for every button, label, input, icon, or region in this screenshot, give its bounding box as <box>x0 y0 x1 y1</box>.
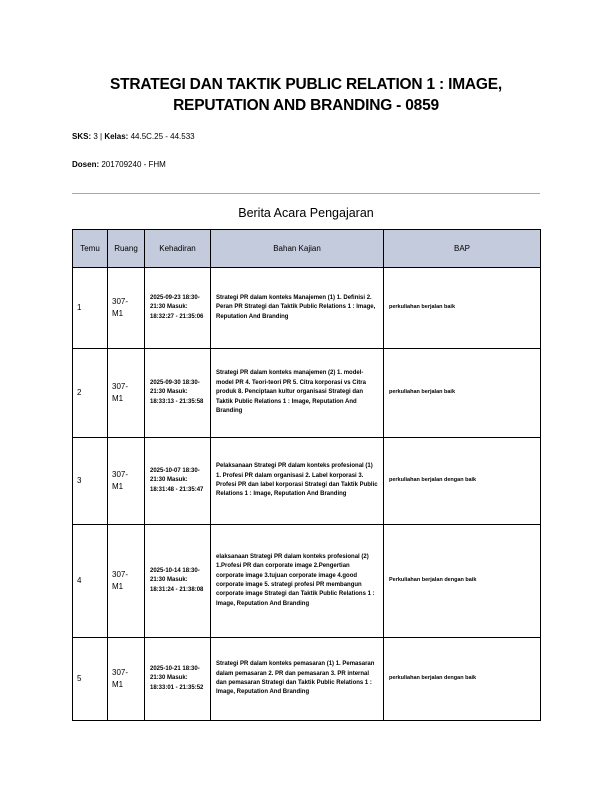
sks-label: SKS: <box>72 132 92 141</box>
header-bahan-kajian: Bahan Kajian <box>211 230 384 268</box>
lecturer-info-line <box>72 160 166 169</box>
cell-kehadiran: 2025-10-07 18:30-21:30 Masuk: 18:31:48 - 21:35:47 <box>145 438 211 525</box>
header-kehadiran: Kehadiran <box>145 230 211 268</box>
cell-bap: perkuliahan berjalan dengan baik <box>384 638 541 721</box>
cell-ruang: 307-M1 <box>108 638 145 721</box>
section-title: Berita Acara Pengajaran <box>238 206 374 220</box>
header-ruang: Ruang <box>108 230 145 268</box>
dosen-value: 201709240 - FHM <box>99 160 166 169</box>
cell-ruang: 307-M1 <box>108 438 145 525</box>
table-row <box>73 638 541 721</box>
cell-ruang: 307-M1 <box>108 525 145 638</box>
table-header-row <box>73 230 541 268</box>
cell-kehadiran: 2025-10-14 18:30-21:30 Masuk: 18:31:24 - 21:38:08 <box>145 525 211 638</box>
header-temu: Temu <box>73 230 108 268</box>
table-row <box>73 438 541 525</box>
cell-ruang: 307-M1 <box>108 349 145 438</box>
cell-bap: perkuliahan berjalan baik <box>384 268 541 349</box>
cell-bahan-kajian: Strategi PR dalam konteks Manajemen (1) 1. Definisi 2. Peran PR Strategi dan Taktik Public Relations 1 : Image, Reputation And Branding <box>211 268 384 349</box>
table-row <box>73 525 541 638</box>
cell-bap: Perkuliahan berjalan dengan baik <box>384 525 541 638</box>
cell-ruang: 307-M1 <box>108 268 145 349</box>
cell-kehadiran: 2025-09-30 18:30-21:30 Masuk: 18:33:13 - 21:35:58 <box>145 349 211 438</box>
divider <box>72 193 540 194</box>
kelas-label: Kelas: <box>104 132 129 141</box>
cell-temu: 4 <box>73 525 108 638</box>
kelas-value: 44.5C.25 - 44.533 <box>128 132 195 141</box>
cell-temu: 2 <box>73 349 108 438</box>
cell-kehadiran: 2025-10-21 18:30-21:30 Masuk: 18:33:01 - 21:35:52 <box>145 638 211 721</box>
table-row <box>73 349 541 438</box>
header-bap: BAP <box>384 230 541 268</box>
cell-temu: 1 <box>73 268 108 349</box>
cell-kehadiran: 2025-09-23 18:30-21:30 Masuk: 18:32:27 - 21:35:06 <box>145 268 211 349</box>
teaching-record-table <box>72 229 541 721</box>
document-title: STRATEGI DAN TAKTIK PUBLIC RELATION 1 : IMAGE, REPUTATION AND BRANDING - 0859 <box>109 76 503 114</box>
sks-value: 3 | <box>91 132 105 141</box>
cell-temu: 3 <box>73 438 108 525</box>
cell-bap: perkuliahan berjalan dengan baik <box>384 438 541 525</box>
course-info-line <box>72 132 195 141</box>
cell-bahan-kajian: elaksanaan Strategi PR dalam konteks profesional (2) 1.Profesi PR dan corporate image 2.Pengertian corporate image 3.tujuan corporate image 4.good corporate image 5. strategi profesi PR membangun corporate image Strategi dan Taktik Public Relations 1 : Image, Reputation And Branding <box>211 525 384 638</box>
cell-bap: perkuliahan berjalan baik <box>384 349 541 438</box>
table-row <box>73 268 541 349</box>
cell-bahan-kajian: Pelaksanaan Strategi PR dalam konteks profesional (1) 1. Profesi PR dalam organisasi 2. Label korporasi 3. Profesi PR dan label korporasi Strategi dan Taktik Public Relations 1 : Image, Reputation And Branding <box>211 438 384 525</box>
dosen-label: Dosen: <box>72 160 100 169</box>
cell-temu: 5 <box>73 638 108 721</box>
cell-bahan-kajian: Strategi PR dalam konteks manajemen (2) 1. model-model PR 4. Teori-teori PR 5. Citra korporasi vs Citra produk 8. Penciptaan kultur organisasi Strategi dan Taktik Public Relations 1 : Image, Reputation And Branding <box>211 349 384 438</box>
cell-bahan-kajian: Strategi PR dalam konteks pemasaran (1) 1. Pemasaran dalam pemasaran 2. PR dan pemasaran 3. PR internal dan pemasaran Strategi dan Taktik Public Relations 1 : Image, Reputation And Branding <box>211 638 384 721</box>
